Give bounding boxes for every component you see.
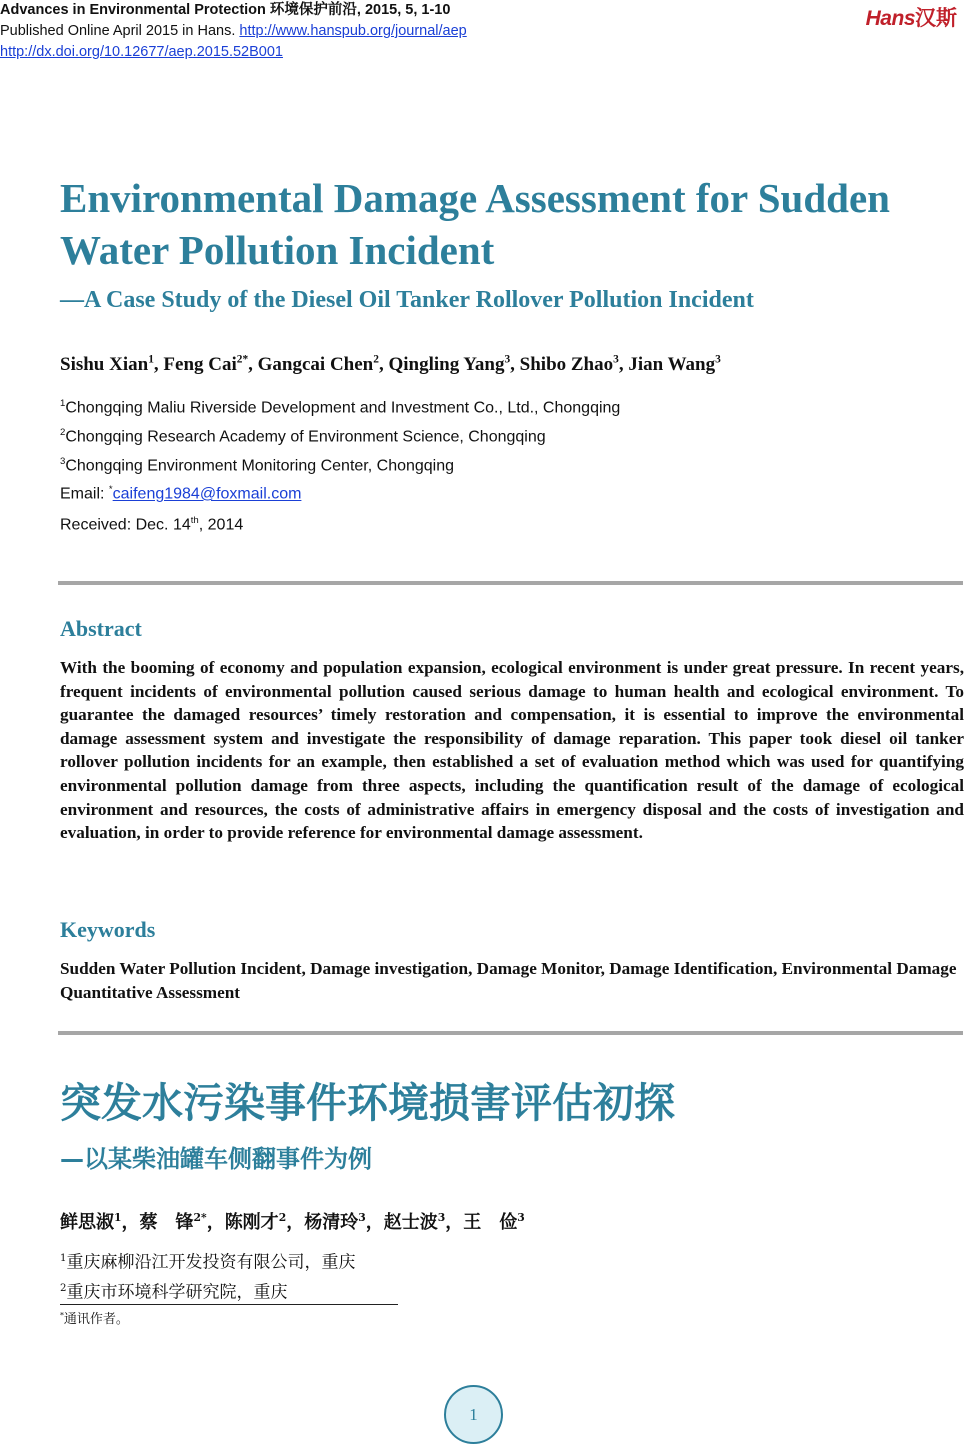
cn-author: 蔡 锋$^{2*}$， (139, 1211, 225, 1233)
abstract-text: With the booming of economy and population expansion, ecological environment is under great pressure. In recent years, frequent incidents of environmental pollution caused serious damage to human health and ecological environment. To guarantee the damaged resources’ timely restoration and compensation, it is essential to improve the environmental damage assessment system and investigate the responsibility of damage reparation. This paper took diesel oil tanker rollover pollution incidents for an example, then established a set of evaluation method which was used for quantifying environmental pollution damage from three aspects, including the quantification result of the damage of ecological environment and resources, the costs of administrative affairs in emergency disposal and the costs of investigation and evaluation, in order to provide reference for environmental damage assessment. (60, 658, 964, 843)
email-link[interactable]: caifeng1984@foxmail.com (112, 485, 302, 503)
keywords-heading: Keywords (60, 917, 156, 942)
doi-line (0, 42, 965, 63)
cn-author: 杨清玲$^3$， (304, 1211, 384, 1233)
logo-cn: 汉斯 (915, 6, 957, 30)
received-date: Received: Dec. 14th, 2014 (60, 515, 244, 534)
page-number-badge: 1 (444, 1385, 503, 1444)
divider-bottom (58, 1031, 963, 1035)
en-author: Qingling Yang$^3$, (388, 354, 520, 376)
paper-subtitle-en: —A Case Study of the Diesel Oil Tanker Rollover Pollution Incident (60, 287, 754, 313)
affiliation-3: $^3$Chongqing Environment Monitoring Center, Chongqing (60, 455, 455, 474)
logo-latin: Hans (865, 7, 915, 30)
doi-link[interactable]: http://dx.doi.org/10.12677/aep.2015.52B001 (0, 44, 283, 60)
affiliations-en (60, 392, 620, 507)
journal-line: Advances in Environmental Protection 环境保护前沿, 2015, 5, 1-10 (0, 2, 451, 18)
keywords-text: Sudden Water Pollution Incident, Damage investigation, Damage Monitor, Damage Identification, Environmental Damage Quantitative Assessment (60, 959, 957, 1002)
abstract-heading: Abstract (60, 616, 142, 641)
paper-subtitle-cn: —以某柴油罐车侧翻事件为例 (60, 1145, 372, 1173)
page-header (0, 0, 965, 63)
corresponding-footnote: *通讯作者。 (60, 1310, 129, 1327)
paper-title-cn: 突发水污染事件环境损害评估初探 (60, 1079, 675, 1127)
author-list-cn (60, 1208, 525, 1234)
en-author: Jian Wang$^3$ (628, 354, 721, 376)
affiliation-2: $^2$Chongqing Research Academy of Environment Science, Chongqing (60, 426, 546, 446)
affiliation-cn-1: $^1$重庆麻柳沿江开发投资有限公司，重庆 (60, 1252, 356, 1273)
footnote-rule (60, 1304, 398, 1305)
cn-author: 赵士波$^3$， (383, 1211, 464, 1233)
en-author: Gangcai Chen$^2$, (257, 354, 389, 376)
cn-author: 陈刚才$^2$， (224, 1211, 305, 1233)
divider-top (58, 581, 963, 585)
published-prefix: Published Online April 2015 in Hans. (0, 23, 240, 39)
affiliation-cn-2: $^2$重庆市环境科学研究院，重庆 (60, 1282, 288, 1303)
cn-author: 王 俭$^3$ (463, 1211, 525, 1233)
cn-author: 鲜思淑$^1$， (60, 1211, 140, 1233)
affiliations-cn (60, 1246, 355, 1305)
hans-logo (866, 2, 957, 32)
paper-title-en: Environmental Damage Assessment for Sudden Water Pollution Incident (60, 175, 890, 273)
journal-url-link[interactable]: http://www.hanspub.org/journal/aep (239, 23, 467, 39)
en-author: Shibo Zhao$^3$, (519, 354, 629, 376)
affiliation-1: $^1$Chongqing Maliu Riverside Development and Investment Co., Ltd., Chongqing (60, 398, 621, 417)
en-author: Feng Cai$^{2*}$, (163, 354, 258, 376)
published-line (0, 21, 965, 42)
en-author: Sishu Xian$^1$, (60, 354, 164, 376)
author-list-en (60, 354, 721, 376)
email-line: Email: *caifeng1984@foxmail.com (60, 484, 302, 503)
